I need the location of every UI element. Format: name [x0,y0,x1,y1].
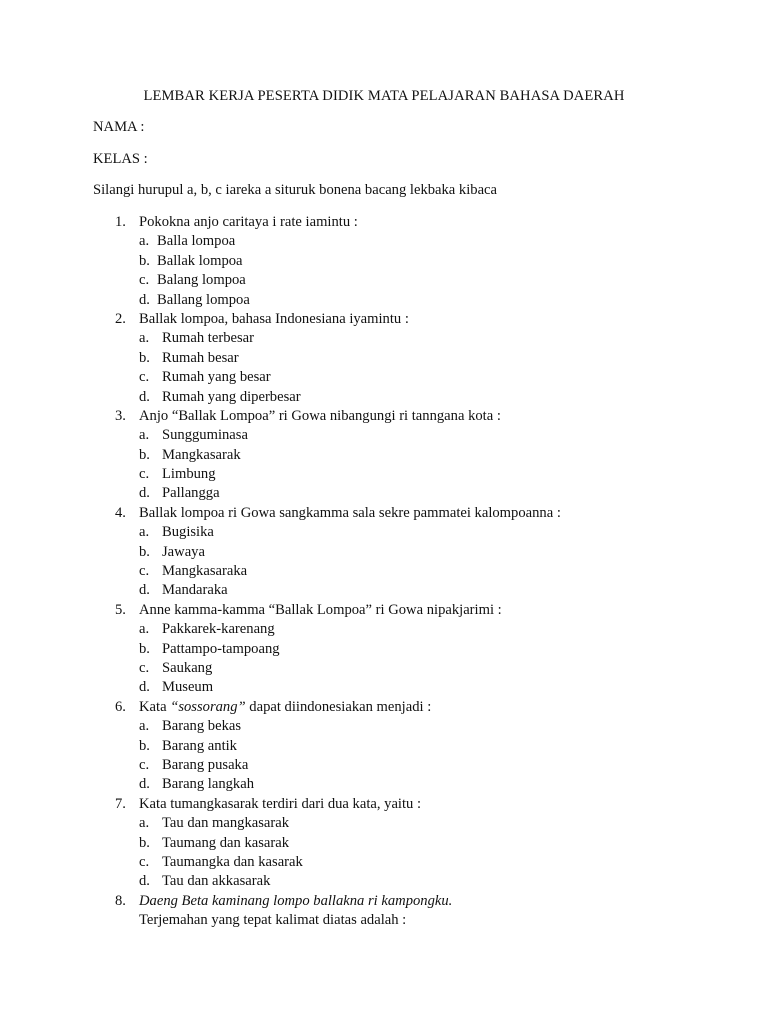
option-text: Ballang lompoa [157,291,250,308]
question-text-part: Kata [139,698,171,715]
question-text [139,213,358,232]
question-number: 8. [115,892,126,909]
option-letter: b. [139,640,150,657]
option-letter: a. [139,233,150,250]
question-text-part: Anne kamma-kamma “Ballak Lompoa” ri Gowa nipakjarimi : [139,601,502,618]
option-d[interactable] [0,775,768,794]
option-d[interactable] [0,678,768,697]
option-text: Tau dan mangkasarak [162,815,290,832]
option-text: Barang bekas [162,718,242,735]
question-text-part: Pokokna anjo caritaya i rate iamintu : [139,214,358,230]
question-text [139,407,501,426]
option-text: Ballak lompoa [157,252,243,269]
option-text: Rumah besar [162,349,239,366]
option-letter: d. [139,776,150,793]
option-text: Taumangka dan kasarak [162,853,303,870]
option-text: Taumang dan kasarak [162,834,290,851]
option-text: Balang lompoa [157,272,246,289]
name-field-label: NAMA : [93,119,145,135]
instruction-text: Silangi hurupul a, b, c iareka a situruk bonena bacang lekbaka kibaca [93,182,498,198]
option-text: Balla lompoa [157,233,236,250]
option-letter: d. [139,873,150,890]
question-list [0,213,768,930]
option-text: Limbung [162,466,216,483]
question-line [0,698,768,717]
option-list [0,717,768,795]
question-text [139,310,409,329]
option-letter: b. [139,446,150,463]
question-5 [0,601,768,698]
question-text-part: Ballak lompoa, bahasa Indonesiana iyamintu : [139,310,409,327]
question-text [139,795,421,814]
option-c[interactable] [0,465,768,484]
option-letter: d. [139,679,150,696]
option-text: Pallangga [162,485,220,502]
option-a[interactable] [0,814,768,833]
question-text [139,504,561,523]
option-text: Rumah terbesar [162,330,254,347]
option-d[interactable] [0,291,768,310]
option-letter: c. [139,853,150,870]
option-b[interactable] [0,737,768,756]
question-line [0,601,768,620]
option-a[interactable] [0,620,768,639]
option-letter: a. [139,524,150,541]
question-number: 1. [115,214,126,230]
option-text: Tau dan akkasarak [162,873,271,890]
option-b[interactable] [0,640,768,659]
question-line [0,310,768,329]
option-text: Mangkasaraka [162,563,248,580]
option-letter: b. [139,834,150,851]
option-letter: c. [139,466,150,483]
option-letter: b. [139,252,150,269]
option-text: Barang langkah [162,776,254,793]
question-text-part: Ballak lompoa ri Gowa sangkamma sala sekre pammatei kalompoanna : [139,504,561,521]
option-a[interactable] [0,329,768,348]
option-list [0,232,768,310]
question-6 [0,698,768,795]
option-letter: d. [139,485,150,502]
option-c[interactable] [0,853,768,872]
option-c[interactable] [0,562,768,581]
option-text: Barang antik [162,737,237,754]
question-text [139,698,431,717]
question-number: 4. [115,504,126,521]
option-c[interactable] [0,659,768,678]
option-a[interactable] [0,523,768,542]
option-a[interactable] [0,426,768,445]
option-list [0,426,768,504]
option-text: Barang pusaka [162,756,249,773]
question-line [0,213,768,232]
option-b[interactable] [0,543,768,562]
option-letter: b. [139,737,150,754]
question-2 [0,310,768,407]
option-text: Rumah yang besar [162,369,271,386]
option-text: Pattampo-tampoang [162,640,280,657]
page-title: LEMBAR KERJA PESERTA DIDIK MATA PELAJARAN BAHASA DAERAH [143,88,625,104]
question-line [0,407,768,426]
option-text: Mandaraka [162,582,228,599]
question-line [0,795,768,814]
option-b[interactable] [0,349,768,368]
question-text-part: Anjo “Ballak Lompoa” ri Gowa nibangungi ri tanngana kota : [139,407,501,424]
class-field-label: KELAS : [93,151,148,167]
option-letter: d. [139,582,150,599]
question-line [0,892,768,911]
option-letter: c. [139,659,150,676]
option-b[interactable] [0,834,768,853]
option-letter: a. [139,815,150,832]
question-8 [0,892,768,931]
question-text-part: dapat diindonesiakan menjadi : [245,698,432,715]
question-number: 2. [115,310,126,327]
option-text: Museum [162,679,214,696]
option-text: Rumah yang diperbesar [162,388,301,405]
option-c[interactable] [0,368,768,387]
question-text [139,601,502,620]
option-text: Pakkarek-karenang [162,621,275,638]
option-list [0,523,768,601]
option-b[interactable] [0,252,768,271]
option-a[interactable] [0,717,768,736]
option-text: Mangkasarak [162,446,241,463]
option-a[interactable] [0,232,768,251]
option-text: Saukang [162,659,213,676]
question-7 [0,795,768,892]
option-d[interactable] [0,484,768,503]
question-number: 3. [115,407,126,424]
question-number: 6. [115,698,126,715]
question-italic-sentence: Daeng Beta kaminang lompo ballakna ri kampongku. [139,892,453,909]
question-4 [0,504,768,601]
option-b[interactable] [0,446,768,465]
option-list [0,814,768,892]
option-list [0,329,768,407]
option-text: Bugisika [162,524,214,541]
option-text: Jawaya [162,543,205,560]
question-number: 7. [115,795,126,812]
question-text-part: Kata tumangkasarak terdiri dari dua kata, yaitu : [139,795,422,812]
option-c[interactable] [0,756,768,775]
option-letter: c. [139,563,150,580]
option-letter: c. [139,369,150,386]
option-letter: c. [139,272,150,289]
question-3 [0,407,768,504]
option-letter: b. [139,349,150,366]
option-letter: b. [139,543,150,560]
question-1 [0,213,768,310]
option-letter: d. [139,291,150,308]
option-d[interactable] [0,581,768,600]
option-letter: a. [139,718,150,735]
option-letter: d. [139,388,150,405]
option-list [0,620,768,698]
question-continuation-line [0,911,768,930]
option-letter: a. [139,330,150,347]
option-text: Sungguminasa [162,427,248,444]
option-letter: a. [139,621,150,638]
option-letter: a. [139,427,150,444]
option-letter: c. [139,756,150,773]
option-d[interactable] [0,872,768,891]
question-line [0,504,768,523]
question-number: 5. [115,601,126,618]
option-d[interactable] [0,388,768,407]
question-continuation: Terjemahan yang tepat kalimat diatas adalah : [139,912,407,929]
option-c[interactable] [0,271,768,290]
question-italic-term: “sossorang” [170,698,246,715]
